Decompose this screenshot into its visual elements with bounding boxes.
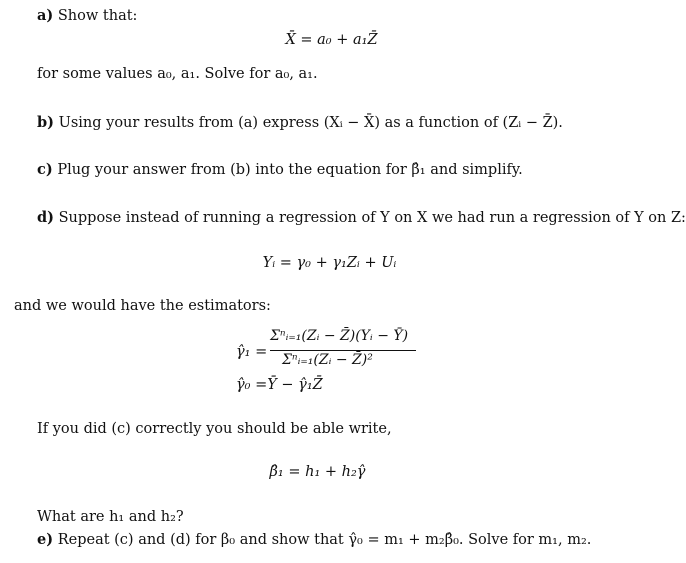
part-e-line bbox=[37, 531, 591, 549]
gamma1-denominator: Σⁿᵢ₌₁(Zᵢ − Z̄)² bbox=[282, 352, 373, 368]
gamma0-estimator: γ̂₀ =Ȳ − γ̂₁Z̄ bbox=[236, 377, 323, 393]
part-c-text: Plug your answer from (b) into the equation for β̂₁ and simplify. bbox=[57, 162, 523, 178]
part-a-after: for some values a₀, a₁. Solve for a₀, a₁. bbox=[37, 66, 318, 82]
part-d-after: and we would have the estimators: bbox=[14, 298, 271, 314]
gamma1-estimator bbox=[236, 328, 436, 374]
gamma1-lhs: γ̂₁ = bbox=[236, 344, 268, 360]
part-c-label: c) bbox=[37, 161, 53, 178]
part-b-text: Using your results from (a) express (Xᵢ − X̄) as a function of (Zᵢ − Z̄). bbox=[58, 115, 563, 131]
part-d-label: d) bbox=[37, 209, 54, 226]
gamma1-numerator: Σⁿᵢ₌₁(Zᵢ − Z̄)(Yᵢ − Ȳ) bbox=[270, 328, 409, 344]
part-d-question: What are h₁ and h₂? bbox=[37, 509, 184, 525]
gamma1-fraction-bar bbox=[270, 350, 416, 351]
part-b-label: b) bbox=[37, 114, 54, 131]
part-a-label: a) bbox=[37, 7, 54, 24]
part-d-if-correct: If you did (c) correctly you should be able write, bbox=[37, 421, 392, 437]
part-b-line bbox=[37, 114, 563, 132]
part-a-equation: X̄ = a₀ + a₁Z̄ bbox=[285, 32, 378, 48]
part-e-text: Repeat (c) and (d) for β₀ and show that γ̂₀ = m₁ + m₂β̂₀. Solve for m₁, m₂. bbox=[57, 532, 592, 548]
part-a-heading bbox=[37, 7, 137, 25]
part-d-line bbox=[37, 209, 686, 227]
part-d-regression-equation: Yᵢ = γ₀ + γ₁Zᵢ + Uᵢ bbox=[262, 255, 397, 271]
part-a-text: Show that: bbox=[57, 8, 138, 24]
part-d-text: Suppose instead of running a regression of Y on X we had run a regression of Y on Z: bbox=[58, 210, 686, 226]
beta-equation: β̂₁ = h₁ + h₂γ̂ bbox=[269, 464, 366, 480]
part-c-line bbox=[37, 161, 523, 179]
part-e-label: e) bbox=[37, 531, 54, 548]
